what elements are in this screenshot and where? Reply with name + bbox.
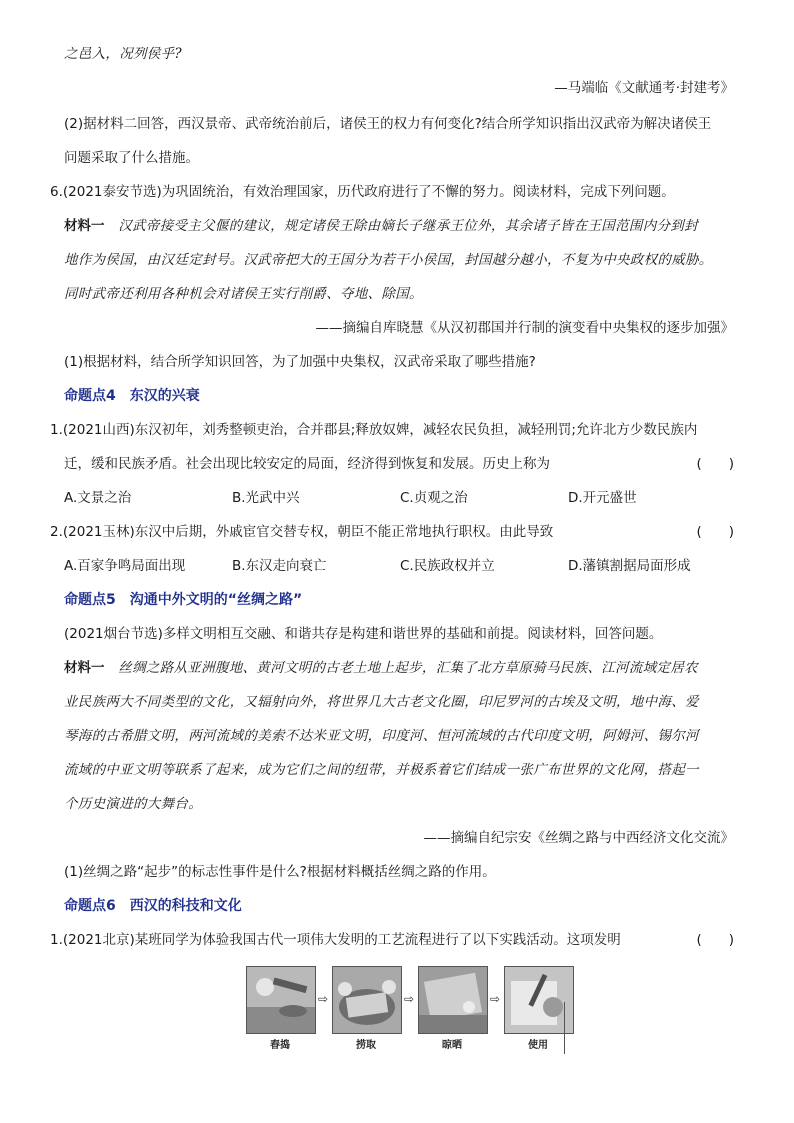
caption-pounding: 舂捣 <box>270 1040 290 1051</box>
scooping-photo <box>332 966 402 1034</box>
question-stem: 2.(2021玉林)东汉中后期，外戚宦官交替专权，朝臣不能正常地执行职权。由此导致 <box>50 524 554 540</box>
source-citation: ——摘编自库晓慧《从汉初郡国并行制的演变看中央集权的逐步加强》 <box>315 320 734 336</box>
option-a: A.文景之治 <box>64 490 132 506</box>
option-b: B.光武中兴 <box>232 490 300 506</box>
arrow-icon: ⇨ <box>403 992 415 1006</box>
material-label: 材料一 <box>64 660 105 676</box>
material-line <box>64 216 734 236</box>
source-citation: —马端临《文献通考·封建考》 <box>554 80 734 96</box>
answer-bracket: ( ) <box>696 524 734 540</box>
arrow-icon: ⇨ <box>317 992 329 1006</box>
option-c: C.民族政权并立 <box>400 558 495 574</box>
question-text: (2)据材料二回答，西汉景帝、武帝统治前后，诸侯王的权力有何变化?结合所学知识指出汉武帝为解决诸侯王 <box>64 116 712 132</box>
pounding-photo <box>246 966 316 1034</box>
question-stem: (2021烟台节选)多样文明相互交融、和谐共存是构建和谐世界的基础和前提。阅读材料，回答问题。 <box>64 626 663 642</box>
material-text: 丝绸之路从亚洲腹地、黄河文明的古老土地上起步，汇集了北方草原骑马民族、江河流域定居农 <box>104 660 698 676</box>
section-heading-6: 命题点6 西汉的科技和文化 <box>64 898 242 914</box>
answer-bracket: ( ) <box>696 456 734 472</box>
material-label: 材料一 <box>64 218 105 234</box>
caption-drying: 晾晒 <box>442 1040 462 1051</box>
arrow-icon: ⇨ <box>489 992 501 1006</box>
material-line <box>64 658 734 678</box>
material-tail-line: 之邑入，况列侯乎? <box>64 46 182 62</box>
papermaking-process-figure <box>246 966 568 1056</box>
question-6-stem: 6.(2021泰安节选)为巩固统治，有效治理国家，历代政府进行了不懈的努力。阅读材料，完成下列问题。 <box>50 184 675 200</box>
section-heading-5: 命题点5 沟通中外文明的“丝绸之路” <box>64 592 303 608</box>
option-d: D.开元盛世 <box>568 490 637 506</box>
material-line: 个历史演进的大舞台。 <box>64 796 202 812</box>
material-line: 同时武帝还利用各种机会对诸侯王实行削爵、夺地、除国。 <box>64 286 423 302</box>
question-stem: 1.(2021北京)某班同学为体验我国古代一项伟大发明的工艺流程进行了以下实践活动。这项发明 <box>50 932 621 948</box>
question-stem: 迁，缓和民族矛盾。社会出现比较安定的局面，经济得到恢复和发展。历史上称为 <box>64 456 550 472</box>
material-line: 地作为侯国，由汉廷定封号。汉武帝把大的王国分为若干小侯国，封国越分越小，不复为中央政权的威胁。 <box>64 252 713 268</box>
material-line: 琴海的古希腊文明，两河流域的美索不达米亚文明，印度河、恒河流域的古代印度文明，阿姆河、锡尔河 <box>64 728 699 744</box>
question-stem: 1.(2021山西)东汉初年，刘秀整顿吏治，合并郡县;释放奴婢，减轻农民负担，减轻刑罚;允许北方少数民族内 <box>50 422 698 438</box>
drying-photo <box>418 966 488 1034</box>
source-citation: ——摘编自纪宗安《丝绸之路与中西经济文化交流》 <box>423 830 734 846</box>
answer-bracket: ( ) <box>696 932 734 948</box>
option-c: C.贞观之治 <box>400 490 468 506</box>
option-a: A.百家争鸣局面出现 <box>64 558 186 574</box>
caption-scooping: 捞取 <box>356 1040 376 1051</box>
material-text: 汉武帝接受主父偃的建议，规定诸侯王除由嫡长子继承王位外，其余诸子皆在王国范围内分到封 <box>104 218 698 234</box>
material-line: 业民族两大不同类型的文化，又辐射向外，将世界几大古老文化圈，印尼罗河的古埃及文明，地中海、爱 <box>64 694 699 710</box>
material-line: 流域的中亚文明等联系了起来，成为它们之间的纽带，并极系着它们结成一张广布世界的文化网，搭起一 <box>64 762 699 778</box>
question-text: (1)根据材料，结合所学知识回答，为了加强中央集权，汉武帝采取了哪些措施? <box>64 354 536 370</box>
question-text: 问题采取了什么措施。 <box>64 150 199 166</box>
option-d: D.藩镇割据局面形成 <box>568 558 691 574</box>
option-b: B.东汉走向衰亡 <box>232 558 327 574</box>
section-heading-4: 命题点4 东汉的兴衰 <box>64 388 200 404</box>
caption-using: 使用 <box>528 1040 548 1051</box>
question-text: (1)丝绸之路“起步”的标志性事件是什么?根据材料概括丝绸之路的作用。 <box>64 864 496 880</box>
